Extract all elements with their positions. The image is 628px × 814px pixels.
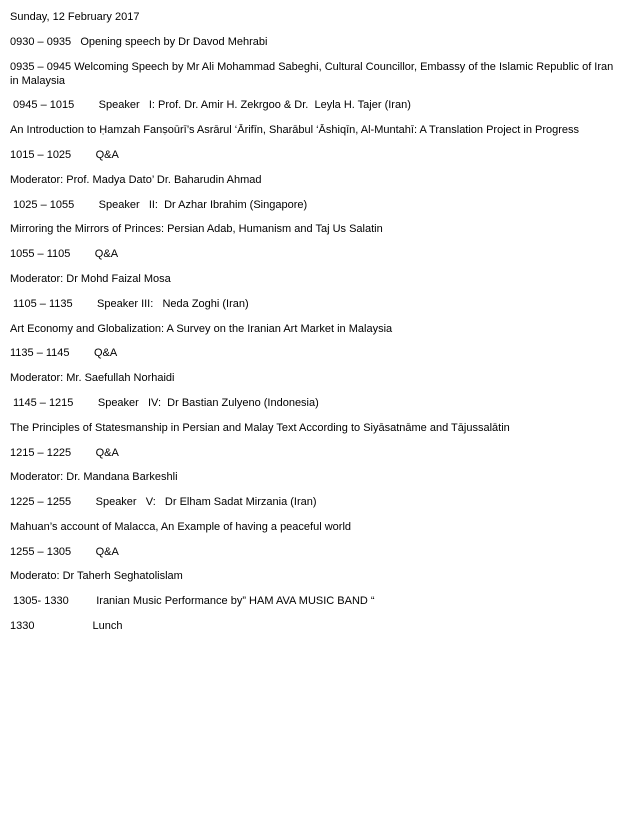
moderator-line: Moderato: Dr Taherh Seghatolislam xyxy=(10,570,183,582)
schedule-line: 0930 – 0935 Opening speech by Dr Davod Mehrabi xyxy=(10,36,268,48)
moderator-line: Moderator: Mr. Saefullah Norhaidi xyxy=(10,372,175,384)
schedule-line: 0945 – 1015 Speaker I: Prof. Dr. Amir H. Zekrgoo & Dr. Leyla H. Tajer (Iran) xyxy=(10,99,411,111)
schedule-line: 1225 – 1255 Speaker V: Dr Elham Sadat Mirzania (Iran) xyxy=(10,496,317,508)
talk-title: The Principles of Statesmanship in Persian and Malay Text According to Siyāsatnāme and Tājussalātin xyxy=(10,422,510,434)
schedule-line: 1015 – 1025 Q&A xyxy=(10,149,119,161)
schedule-line: 1055 – 1105 Q&A xyxy=(10,248,119,260)
schedule-line: 1215 – 1225 Q&A xyxy=(10,447,119,459)
schedule-line: 1255 – 1305 Q&A xyxy=(10,546,119,558)
schedule-line: 1330 Lunch xyxy=(10,620,123,632)
talk-title: Art Economy and Globalization: A Survey on the Iranian Art Market in Malaysia xyxy=(10,323,393,335)
document-date: Sunday, 12 February 2017 xyxy=(10,11,140,23)
moderator-line: Moderator: Dr. Mandana Barkeshli xyxy=(10,471,178,483)
schedule-line: 1105 – 1135 Speaker III: Neda Zoghi (Iran) xyxy=(10,298,249,310)
schedule-line: 0935 – 0945 Welcoming Speech by Mr Ali Mohammad Sabeghi, Cultural Councillor, Embassy of the Islamic Republic of Iran in Malaysia xyxy=(10,61,614,87)
schedule-line: 1145 – 1215 Speaker IV: Dr Bastian Zulyeno (Indonesia) xyxy=(10,397,319,409)
moderator-line: Moderator: Prof. Madya Dato’ Dr. Baharudin Ahmad xyxy=(10,174,262,186)
talk-title: Mirroring the Mirrors of Princes: Persian Adab, Humanism and Taj Us Salatin xyxy=(10,223,383,235)
moderator-line: Moderator: Dr Mohd Faizal Mosa xyxy=(10,273,171,285)
talk-title: An Introduction to Ḥamzah Fanṣoūrī’s Asrārul ‘Ārifīn, Sharābul ‘Āshiqīn, Al-Muntahī: A Translation Project in Progress xyxy=(10,124,580,136)
talk-title: Mahuan’s account of Malacca, An Example of having a peaceful world xyxy=(10,521,351,533)
schedule-line: 1305- 1330 Iranian Music Performance by” HAM AVA MUSIC BAND “ xyxy=(10,595,375,607)
schedule-line: 1025 – 1055 Speaker II: Dr Azhar Ibrahim (Singapore) xyxy=(10,199,308,211)
schedule-line: 1135 – 1145 Q&A xyxy=(10,347,118,359)
